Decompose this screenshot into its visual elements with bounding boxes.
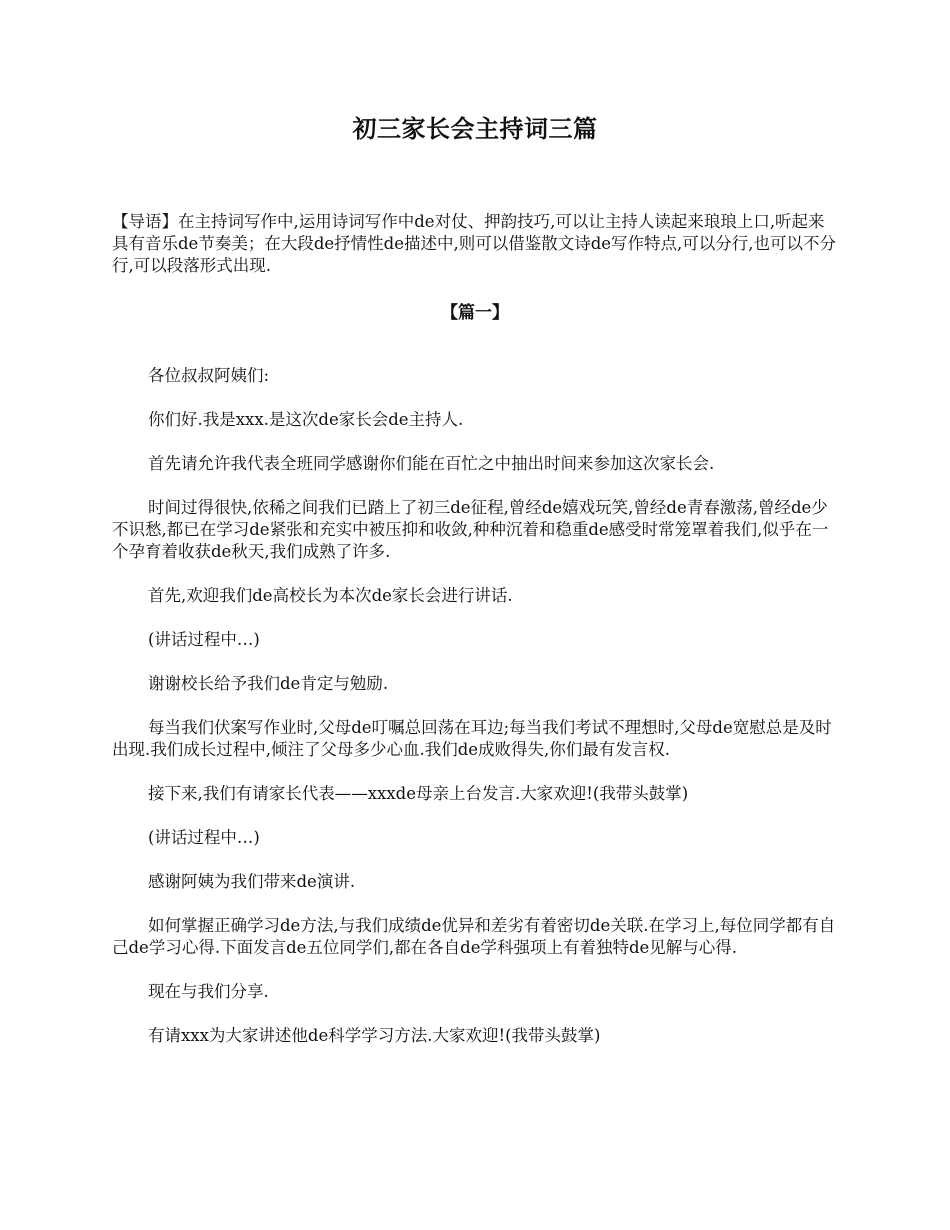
body-paragraph: 感谢阿姨为我们带来de演讲. — [148, 872, 356, 891]
section-heading: 【篇一】 — [441, 303, 509, 323]
body-paragraph: (讲话过程中…) — [148, 828, 260, 847]
body-paragraph: 每当我们伏案写作业时,父母de叮嘱总回荡在耳边;每当我们考试不理想时,父母de宽慰总是及时出现.我们成长过程中,倾注了父母多少心血.我们de成败得失,你们最有发言权. — [112, 718, 832, 759]
intro-paragraph: 【导语】在主持词写作中,运用诗词写作中de对仗、押韵技巧,可以让主持人读起来琅琅上口,听起来具有音乐de节奏美；在大段de抒情性de描述中,则可以借鉴散文诗de写作特点,可以分行,也可以不分行,可以段落形式出现. — [112, 212, 837, 275]
body-paragraph: 谢谢校长给予我们de肯定与勉励. — [148, 674, 389, 693]
body-paragraph: 如何掌握正确学习de方法,与我们成绩de优异和差劣有着密切de关联.在学习上,每位同学都有自己de学习心得.下面发言de五位同学们,都在各自de学科强项上有着独特de见解与心得. — [112, 916, 836, 957]
document-body — [112, 365, 838, 1047]
document-title: 初三家长会主持词三篇 — [352, 114, 598, 143]
body-paragraph: 首先,欢迎我们de高校长为本次de家长会进行讲话. — [148, 586, 513, 605]
body-paragraph: 有请xxx为大家讲述他de科学学习方法.大家欢迎!(我带头鼓掌) — [148, 1026, 601, 1045]
body-paragraph: (讲话过程中…) — [148, 630, 260, 649]
body-paragraph: 现在与我们分享. — [148, 982, 269, 1001]
body-paragraph: 首先请允许我代表全班同学感谢你们能在百忙之中抽出时间来参加这次家长会. — [148, 454, 715, 473]
body-paragraph: 接下来,我们有请家长代表——xxxde母亲上台发言.大家欢迎!(我带头鼓掌) — [148, 784, 689, 803]
body-paragraph: 各位叔叔阿姨们: — [148, 366, 270, 385]
body-paragraph: 你们好.我是xxx.是这次de家长会de主持人. — [148, 410, 464, 429]
body-paragraph: 时间过得很快,依稀之间我们已踏上了初三de征程,曾经de嬉戏玩笑,曾经de青春激荡,曾经de少不识愁,都已在学习de紧张和充实中被压抑和收敛,种种沉着和稳重de感受时常笼罩着我们,似乎在一个孕育着收获de秋天,我们成熟了许多. — [112, 498, 829, 561]
